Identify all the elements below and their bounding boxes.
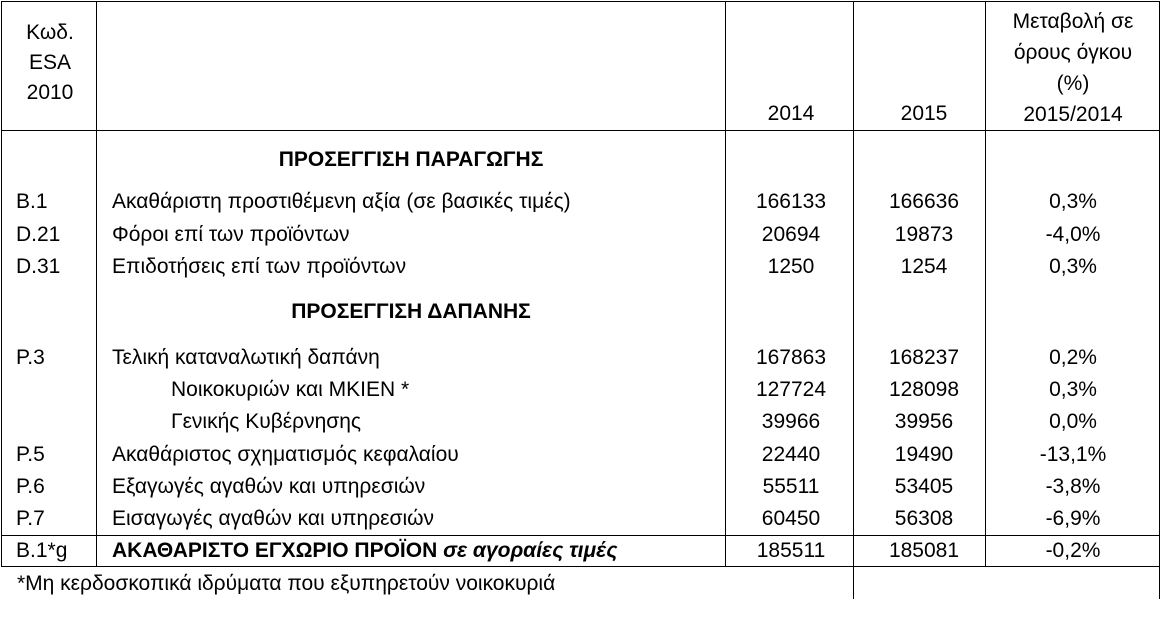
header-code-line1: Κωδ.: [26, 21, 74, 44]
row-value-2015: 39956: [894, 410, 954, 433]
row-value-2015: 19873: [894, 223, 954, 246]
header-code-line2: ESA: [28, 51, 72, 74]
row-code: D.21: [16, 223, 61, 246]
row-code: P.3: [16, 346, 45, 369]
header-change-line1: Μεταβολή σε: [1012, 10, 1134, 33]
row-value-2014: 167863: [755, 346, 827, 369]
total-label: [112, 539, 617, 563]
row-change: 0,2%: [1049, 346, 1097, 369]
col-divider-2015: [853, 1, 854, 599]
total-label-bold: ΑΚΑΘΑΡΙΣΤΟ ΕΓΧΩΡΙΟ ΠΡΟΪΟΝ: [112, 539, 438, 562]
col-divider-change: [985, 1, 986, 567]
row-value-2015: 128098: [888, 378, 960, 401]
col-divider-code: [96, 1, 97, 567]
row-change: -4,0%: [1045, 223, 1101, 246]
row-value-2014: 1250: [767, 255, 815, 278]
col-divider-desc: [725, 1, 726, 567]
header-change-line4: 2015/2014: [1023, 103, 1123, 126]
header-change-line3: (%): [1056, 72, 1090, 95]
header-code-line3: 2010: [26, 81, 74, 104]
row-code: B.1: [16, 190, 48, 213]
row-value-2014: 55511: [762, 475, 820, 498]
total-change: -0,2%: [1045, 539, 1101, 562]
row-code: D.31: [16, 255, 61, 278]
total-code: B.1*g: [16, 539, 68, 562]
header-year-2015: 2015: [900, 102, 948, 125]
header-code: [10, 18, 90, 108]
row-value-2014: 20694: [761, 223, 821, 246]
row-value-2015: 19490: [894, 443, 954, 466]
section-title-expenditure: ΠΡΟΣΕΓΓΙΣΗ ΔΑΠΑΝΗΣ: [291, 300, 531, 323]
row-change: -6,9%: [1045, 507, 1101, 530]
section-title-production: ΠΡΟΣΕΓΓΙΣΗ ΠΑΡΑΓΩΓΗΣ: [278, 148, 544, 171]
header-change: [987, 6, 1159, 130]
total-value-2015: 185081: [888, 539, 960, 562]
row-change: 0,3%: [1049, 190, 1097, 213]
row-label: Εξαγωγές αγαθών και υπηρεσιών: [112, 475, 426, 498]
row-change: 0,3%: [1049, 378, 1097, 401]
total-value-2014: 185511: [756, 539, 826, 562]
header-year-2014: 2014: [767, 102, 815, 125]
row-label: Γενικής Κυβέρνησης: [171, 410, 362, 433]
row-code: P.5: [16, 443, 45, 466]
row-change: -3,8%: [1045, 475, 1101, 498]
row-value-2015: 166636: [888, 190, 960, 213]
row-change: -13,1%: [1039, 443, 1107, 466]
row-label: Νοικοκυριών και ΜΚΙΕΝ *: [171, 378, 410, 401]
row-value-2015: 53405: [894, 475, 954, 498]
row-label: Ακαθάριστος σχηματισμός κεφαλαίου: [112, 443, 459, 466]
row-value-2014: 39966: [761, 410, 821, 433]
row-value-2014: 166133: [755, 190, 827, 213]
row-value-2015: 168237: [888, 346, 960, 369]
row-value-2015: 56308: [894, 507, 954, 530]
row-value-2014: 22440: [761, 443, 821, 466]
row-value-2015: 1254: [900, 255, 948, 278]
total-label-italic: σε αγοραίες τιμές: [443, 539, 618, 562]
row-code: P.7: [16, 507, 45, 530]
row-label: Φόροι επί των προϊόντων: [112, 223, 350, 246]
table-left-border: [1, 1, 2, 567]
row-change: 0,3%: [1049, 255, 1097, 278]
row-label: Επιδοτήσεις επί των προϊόντων: [112, 255, 407, 278]
row-label: Ακαθάριστη προστιθέμενη αξία (σε βασικές τιμές): [112, 190, 571, 213]
row-change: 0,0%: [1049, 410, 1097, 433]
header-change-line2: όρους όγκου: [1013, 41, 1133, 64]
footnote: *Μη κερδοσκοπικά ιδρύματα που εξυπηρετούν νοικοκυριά: [17, 572, 556, 595]
row-value-2014: 127724: [755, 378, 827, 401]
table-right-border: [1159, 1, 1160, 599]
row-code: P.6: [16, 475, 45, 498]
row-label: Τελική καταναλωτική δαπάνη: [112, 346, 380, 369]
row-label: Εισαγωγές αγαθών και υπηρεσιών: [112, 507, 435, 530]
row-value-2014: 60450: [761, 507, 821, 530]
